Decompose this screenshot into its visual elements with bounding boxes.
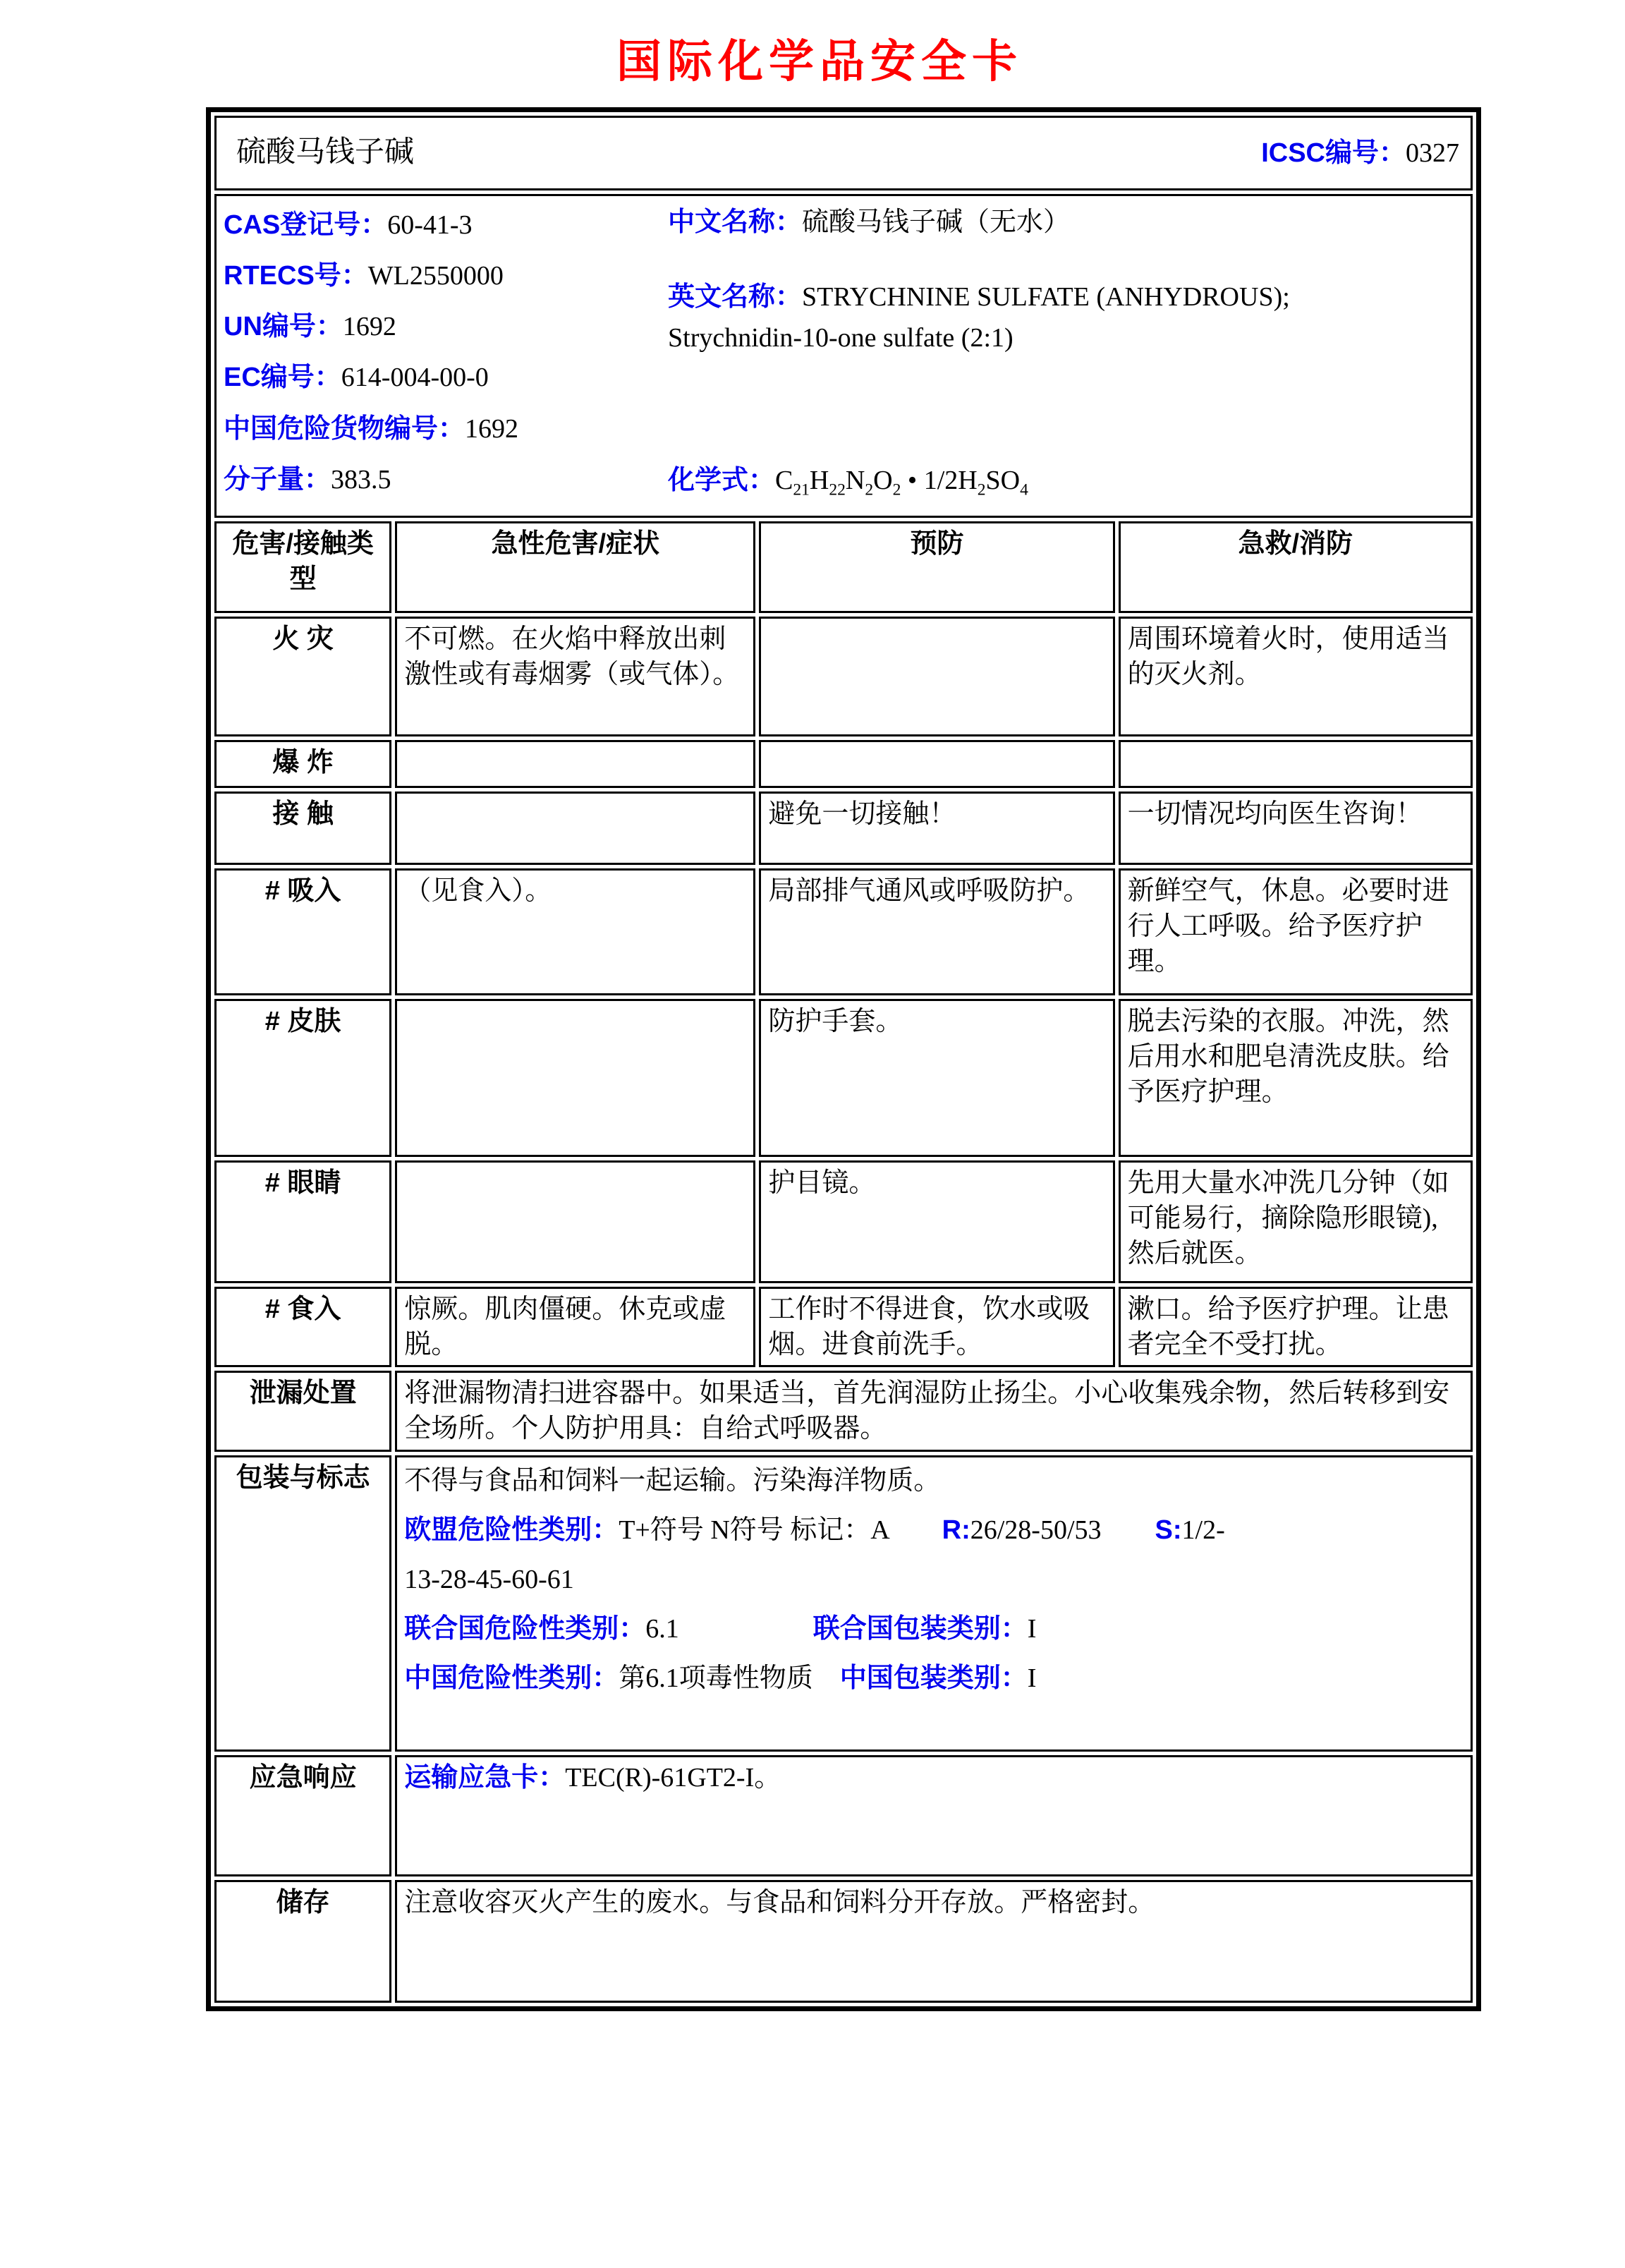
fire-prevention [759,617,1114,736]
formula-line [668,463,1463,502]
identifiers-cell [214,194,1473,518]
eyes-row [214,1160,1473,1283]
un-number-line [224,309,668,344]
chinese-name-label: 中文名称： [668,207,803,237]
english-name-label: 英文名称： [668,282,803,313]
formula-value: $C_{21}H_{22}N_2O_2$ • $1/2H_2SO_4$ [775,466,1028,499]
header-prevention: 预防 [759,521,1114,613]
skin-row-label: # 皮肤 [214,999,391,1157]
identifiers-block [224,199,1463,513]
explosion-firstaid [1119,740,1473,788]
ingestion-symptom: 惊厥。肌肉僵硬。休克或虚脱。 [395,1287,755,1367]
rtecs-number-value: WL2550000 [367,261,504,291]
storage-label: 储存 [214,1880,391,2003]
formula-label: 化学式： [668,466,776,496]
icsc-number-value: 0327 [1406,138,1459,168]
english-name-value1: STRYCHNINE SULFATE (ANHYDROUS); [802,282,1290,313]
page-title: 国际化学品安全卡 [616,37,1023,87]
header-acute-symptoms: 急性危害/症状 [395,521,755,613]
inhalation-firstaid: 新鲜空气，休息。必要时进行人工呼吸。给予医疗护理。 [1119,868,1473,995]
molecular-weight-label: 分子量： [224,464,331,495]
chinese-name-value: 硫酸马钱子碱（无水） [802,207,1071,237]
china-dg-number-label: 中国危险货物编号： [224,413,465,444]
packaging-labelling-row [214,1455,1473,1752]
title-strip-row [214,116,1473,190]
china-dg-number-line [224,411,668,447]
safety-card-table [211,112,1476,2006]
skin-prevention: 防护手套。 [759,999,1114,1157]
emergency-response-row [214,1755,1473,1876]
packaging-labelling-content [395,1455,1473,1752]
contact-prevention: 避免一切接触！ [759,792,1114,865]
title-strip [224,121,1463,186]
un-number-label: UN编号： [224,312,343,342]
eyes-prevention: 护目镜。 [759,1160,1114,1283]
spill-disposal-text: 将泄漏物清扫进容器中。如果适当，首先润湿防止扬尘。小心收集残余物，然后转移到安全场所。个人防护用具：自给式呼吸器。 [395,1371,1473,1451]
explosion-symptom [395,740,755,788]
ec-number-label: EC编号： [224,363,341,393]
storage-row [214,1880,1473,2003]
fire-row-label: 火 灾 [214,617,391,736]
skin-firstaid: 脱去污染的衣服。冲洗，然后用水和肥皂清洗皮肤。给予医疗护理。 [1119,999,1473,1157]
inhalation-row-label: # 吸入 [214,868,391,995]
spill-disposal-label: 泄漏处置 [214,1371,391,1451]
molecular-weight-line [224,462,668,497]
fire-firstaid: 周围环境着火时，使用适当的灭火剂。 [1119,617,1473,736]
fire-row [214,617,1473,736]
english-name-block [668,279,1463,356]
packaging-eu-classification: 欧盟危险性类别：T+符号 N符号 标记：A R:26/28-50/53 S:1/2- [404,1515,1225,1545]
safety-card [206,107,1481,2011]
icsc-number [1261,135,1463,171]
molecular-weight-value: 383.5 [331,464,391,495]
packaging-labelling-label: 包装与标志 [214,1455,391,1752]
skin-row [214,999,1473,1157]
header-hazard-type: 危害/接触类型 [214,521,391,613]
packaging-s-phrases-continued: 13-28-45-60-61 [404,1564,574,1594]
china-dg-number-value: 1692 [465,413,519,444]
inhalation-prevention: 局部排气通风或呼吸防护。 [759,868,1114,995]
packaging-transport-note: 不得与食品和饲料一起运输。污染海洋物质。 [404,1465,941,1496]
eyes-firstaid: 先用大量水冲洗几分钟（如可能易行，摘除隐形眼镜),然后就医。 [1119,1160,1473,1283]
spill-disposal-row [214,1371,1473,1451]
cas-number-value: 60-41-3 [387,210,473,240]
contact-symptom [395,792,755,865]
inhalation-symptom: （见食入）。 [395,868,755,995]
eyes-symptom [395,1160,755,1283]
eyes-row-label: # 眼睛 [214,1160,391,1283]
hazard-header-row [214,521,1473,613]
ingestion-row [214,1287,1473,1367]
fire-symptom: 不可燃。在火焰中释放出刺激性或有毒烟雾（或气体）。 [395,617,755,736]
rtecs-number-label: RTECS号： [224,261,368,291]
storage-text: 注意收容灭火产生的废水。与食品和饲料分开存放。严格密封。 [395,1880,1473,2003]
emergency-response-label: 应急响应 [214,1755,391,1876]
ingestion-firstaid: 漱口。给予医疗护理。让患者完全不受打扰。 [1119,1287,1473,1367]
explosion-prevention [759,740,1114,788]
explosion-row [214,740,1473,788]
ec-number-line [224,360,668,395]
chinese-name-line [668,205,1463,240]
inhalation-row [214,868,1473,995]
english-name-line2: Strychnidin-10-one sulfate (2:1) [668,323,1014,353]
english-name-line1 [668,279,1463,315]
contact-row-label: 接 触 [214,792,391,865]
contact-row [214,792,1473,865]
packaging-china-classification: 中国危险性类别：第6.1项毒性物质 中国包装类别：I [404,1663,1037,1694]
icsc-number-label: ICSC编号： [1261,138,1406,168]
cas-number-label: CAS登记号： [224,210,388,240]
ec-number-value: 614-004-00-0 [341,363,489,393]
substance-name: 硫酸马钱子碱 [236,136,415,169]
identifiers-row [214,194,1473,518]
ingestion-row-label: # 食入 [214,1287,391,1367]
explosion-row-label: 爆 炸 [214,740,391,788]
title-strip-cell [214,116,1473,190]
un-number-value: 1692 [342,312,396,342]
cas-number-line [224,207,668,243]
header-firstaid-firefighting: 急救/消防 [1119,521,1473,613]
contact-firstaid: 一切情况均向医生咨询！ [1119,792,1473,865]
page [0,25,1625,2268]
identifiers-left-column [224,199,668,513]
rtecs-number-line [224,258,668,293]
skin-symptom [395,999,755,1157]
emergency-response-text: 运输应急卡：TEC(R)-61GT2-I。 [395,1755,1473,1876]
identifiers-right-column [668,199,1463,513]
packaging-un-classification: 联合国危险性类别：6.1 联合国包装类别：I [404,1614,1037,1644]
ingestion-prevention: 工作时不得进食，饮水或吸烟。进食前洗手。 [759,1287,1114,1367]
